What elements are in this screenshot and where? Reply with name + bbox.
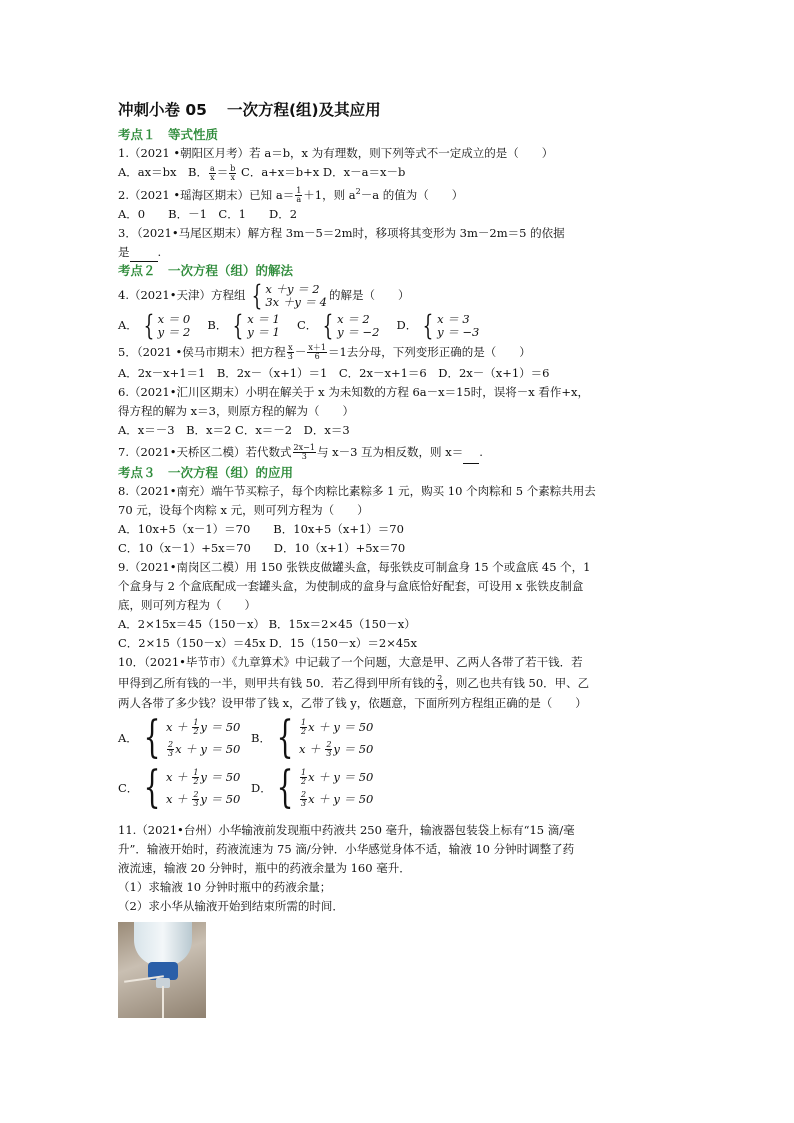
question-11-part-1: （1）求输液 10 分钟时瓶中的药液余量； <box>118 879 332 894</box>
option-c-system: { x ＋ $\frac{1}{2}$ y ＝ 50 x ＋ $\frac{2}{3}$ y ＝ 50 <box>143 761 241 813</box>
question-2-options: A．0 B．－1 C．1 D．2 <box>118 206 298 221</box>
option-d-label: D． <box>251 780 272 795</box>
option-a-system: { x ＝ 0 y ＝ 2 <box>143 308 191 342</box>
q1-option-a: A．ax＝bx B． <box>118 165 208 179</box>
question-11-line-1: 11.（2021•台州）小华输液前发现瓶中药液共 250 毫升，输液器包装袋上标有“15 滴/毫 <box>118 822 575 837</box>
bottle-shape <box>134 922 192 966</box>
question-10-line-2: 甲得到乙所有钱的一半，则甲共有钱 50．若乙得到甲所有钱的 $\frac{2}{3}$ ，则乙也共有钱 50．甲、乙 <box>118 674 590 693</box>
equals-sign: ＝ <box>216 165 229 179</box>
option-d-system: { $\frac{1}{2}$ x ＋ y ＝ 50 $\frac{2}{3}$ x ＋ y ＝ 50 <box>276 761 374 813</box>
title-right: 一次方程(组)及其应用 <box>226 101 381 119</box>
question-6-line-1: 6.（2021•汇川区期末）小明在解关于 x 为未知数的方程 6a－x＝15时，误将－x 看作+x， <box>118 384 590 399</box>
question-6-options: A．x＝－3 B．x＝2 C．x＝－2 D．x＝3 <box>118 422 350 437</box>
fraction: $\frac{x}{3}$ <box>287 343 293 362</box>
question-5-options: A．2x－x+1＝1 B．2x－（x+1）＝1 C．2x－x+1＝6 D．2x－（x+1）＝6 <box>118 365 550 380</box>
option-b-system: { $\frac{1}{2}$ x ＋ y ＝ 50 x ＋ $\frac{2}{3}$ y ＝ 50 <box>276 711 374 763</box>
question-8-options-1: A．10x+5（x－1）＝70 B．10x+5（x+1）＝70 <box>118 521 404 536</box>
question-11-line-2: 升”．输液开始时，药液流速为 75 滴/分钟．小华感觉身体不适，输液 10 分钟时调整了药 <box>118 841 575 856</box>
question-4-options: A． { x ＝ 0 y ＝ 2 B． { x ＝ 1 y ＝ 1 C． { x ＝ 2 y ＝ −2 D． { x ＝ 3 y ＝ −3 <box>118 308 480 342</box>
question-6-line-2: 得方程的解为 x＝3，则原方程的解为（ ） <box>118 403 354 418</box>
fraction: $\frac{1}{a}$ <box>296 186 302 205</box>
fraction: $\frac{2x-1}{3}$ <box>293 443 315 462</box>
q1-options-rest: C．a+x＝b+x D．x－a＝x－b <box>237 165 406 179</box>
page-title <box>118 100 688 120</box>
question-9-line-2: 个盒身与 2 个盒底配成一套罐头盒，为使制成的盒身与盒底恰好配套，可设用 x 张铁皮制盒 <box>118 578 584 593</box>
option-d-system: { x ＝ 3 y ＝ −3 <box>422 308 480 342</box>
option-b-system: { x ＝ 1 y ＝ 1 <box>232 308 280 342</box>
question-1-options <box>118 163 688 182</box>
question-2-stem: 2.（2021 •瑶海区期末）已知 a＝ $\frac{1}{a}$ ＋1，则 $a^2-a$ 的值为（ ） <box>118 186 464 205</box>
fraction: $\frac{b}{x}$ <box>230 163 236 182</box>
question-1-stem: 1.（2021 •朝阳区月考）若 a＝b，x 为有理数，则下列等式不一定成立的是（ ） <box>118 146 554 160</box>
question-9-line-1: 9.（2021•南岗区二模）用 150 张铁皮做罐头盒，每张铁皮可制盒身 15 个或盒底 45 个，1 <box>118 559 591 574</box>
option-a-label: A． <box>118 730 138 745</box>
section-heading-1: 考点１ 等式性质 <box>118 127 219 142</box>
question-9-options-2: C．2×15（150－x）＝45x D．15（150－x）＝2×45x <box>118 635 417 650</box>
question-10-options-cd <box>118 763 688 813</box>
question-3-line-1: 3．（2021•马尾区期末）解方程 3m－5＝2m时，移项将其变形为 3m－2m＝5 的依据 <box>118 225 565 240</box>
fraction: $\frac{2}{3}$ <box>437 674 443 693</box>
answer-blank <box>463 451 479 464</box>
equation-system: { x ＋y ＝ 2 3x ＋y ＝ 4 <box>251 278 327 312</box>
question-11-line-3: 液流速，输液 20 分钟时，瓶中的药液余量为 160 毫升． <box>118 860 411 875</box>
question-3-line-2: 是 . <box>118 243 688 262</box>
question-11-part-2: （2）求小华从输液开始到结束所需的时间． <box>118 898 344 913</box>
question-10-options-ab <box>118 713 688 763</box>
question-5-stem: 5．（2021 •侯马市期末）把方程 $\frac{x}{3}$ － $\frac{x+1}{6}$ ＝1去分母，下列变形正确的是（ ） <box>118 343 531 362</box>
iv-bottle-photo <box>118 922 206 1018</box>
question-7-stem: 7.（2021•天桥区二模）若代数式 $\frac{2x-1}{3}$ 与 x－3 互为相反数，则 x＝ . <box>118 440 688 464</box>
answer-blank <box>130 249 158 262</box>
option-c-system: { x ＝ 2 y ＝ −2 <box>322 308 380 342</box>
fraction: $\frac{a}{x}$ <box>209 163 215 182</box>
option-c-label: C． <box>118 780 139 795</box>
option-a-system: { x ＋ $\frac{1}{2}$ y ＝ 50 $\frac{2}{3}$ x ＋ y ＝ 50 <box>143 711 241 763</box>
question-10-line-1: 10．（2021•毕节市）《九章算术》中记载了一个问题，大意是甲、乙两人各带了若干钱．若 <box>118 654 583 669</box>
question-9-line-3: 底，则可列方程为（ ） <box>118 597 256 612</box>
question-9-options-1: A．2×15x＝45（150－x） B．15x＝2×45（150－x） <box>118 616 416 631</box>
iv-tube <box>162 986 164 1018</box>
question-8-options-2: C．10（x－1）+5x＝70 D．10（x+1）+5x＝70 <box>118 540 406 555</box>
fraction: $\frac{x+1}{6}$ <box>308 343 326 362</box>
title-left: 冲刺小卷 05 <box>118 101 207 119</box>
section-heading-3: 考点３ 一次方程（组）的应用 <box>118 464 294 480</box>
question-10-line-3: 两人各带了多少钱？设甲带了钱 x，乙带了钱 y，依题意，下面所列方程组正确的是（ ） <box>118 695 587 710</box>
question-4-stem: 4.（2021•天津）方程组 { x ＋y ＝ 2 3x ＋y ＝ 4 的解是（ ） <box>118 278 410 312</box>
section-heading-2: 考点２ 一次方程（组）的解法 <box>118 262 294 278</box>
option-b-label: B． <box>251 730 271 745</box>
question-8-line-2: 70 元，设每个肉粽 x 元，则可列方程为（ ） <box>118 502 369 517</box>
question-8-line-1: 8.（2021•南充）端午节买粽子，每个肉粽比素粽多 1 元，购买 10 个肉粽和 5 个素粽共用去 <box>118 483 596 498</box>
page <box>118 100 688 1018</box>
